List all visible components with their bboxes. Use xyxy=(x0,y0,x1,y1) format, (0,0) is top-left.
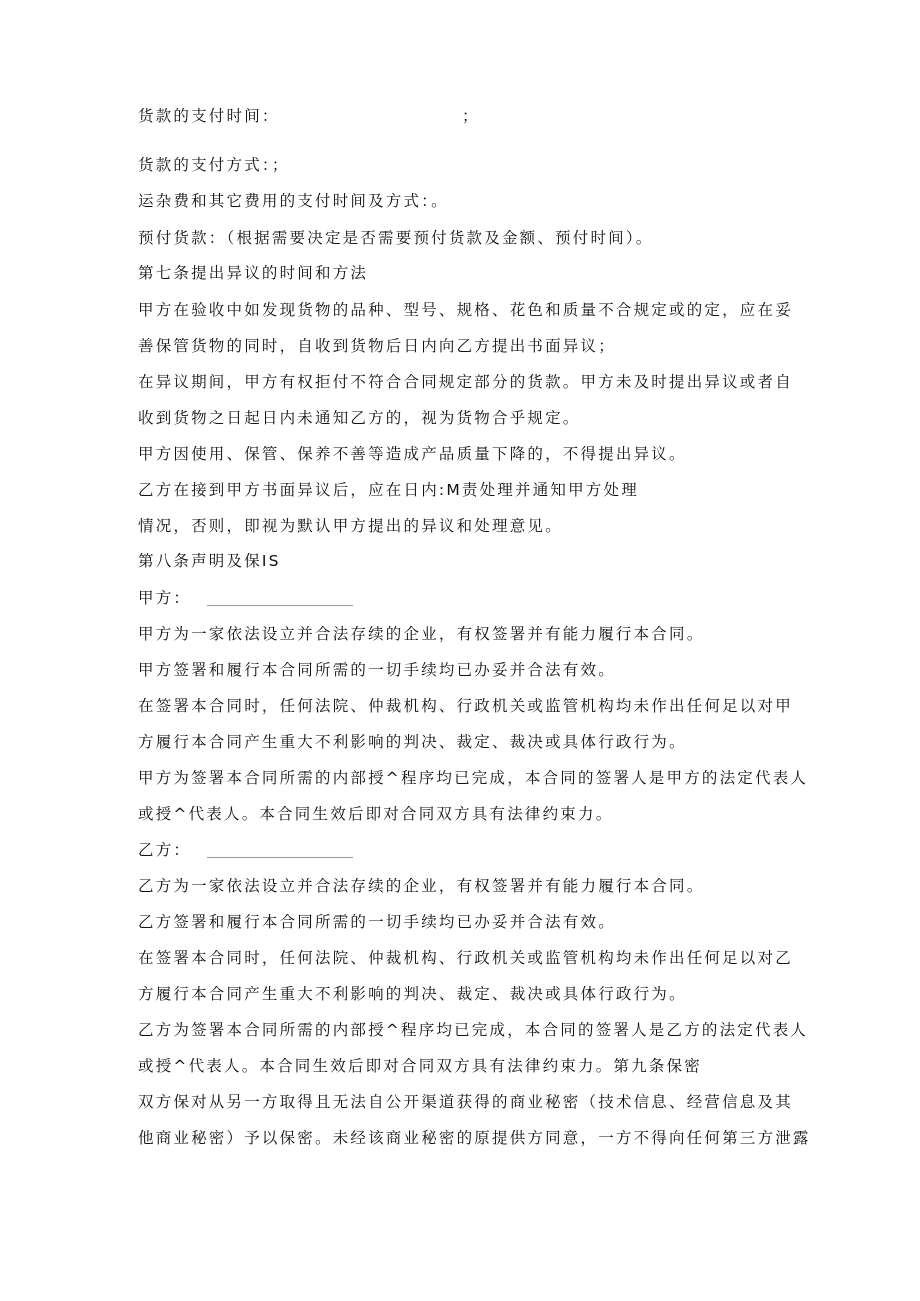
paragraph-line: 在签署本合同时，任何法院、仲裁机构、行政机关或监管机构均未作出任何足以对乙 xyxy=(138,949,793,967)
party-a-label: 甲方： xyxy=(138,589,192,607)
payment-time-line: 货款的支付时间： xyxy=(138,107,280,125)
paragraph-line: 在异议期间，甲方有权拒付不符合合同规定部分的货款。甲方未及时提出异议或者自 xyxy=(138,373,793,391)
paragraph-line: 乙方为一家依法设立并合法存续的企业，有权签署并有能力履行本合同。 xyxy=(138,877,705,895)
payment-time-semicolon: ； xyxy=(462,107,478,125)
paragraph-line: 乙方为签署本合同所需的内部授^程序均已完成，本合同的签署人是乙方的法定代表人 xyxy=(138,1021,809,1039)
paragraph-line: 乙方签署和履行本合同所需的一切手续均已办妥并合法有效。 xyxy=(138,913,616,931)
paragraph-line: 甲方因使用、保管、保养不善等造成产品质量下降的，不得提出异议。 xyxy=(138,445,687,463)
paragraph-line: 甲方为一家依法设立并合法存续的企业，有权签署并有能力履行本合同。 xyxy=(138,625,705,643)
prepayment-line: 预付货款：（根据需要决定是否需要预付货款及金额、预付时间）。 xyxy=(138,229,654,247)
paragraph-line: 甲方签署和履行本合同所需的一切手续均已办妥并合法有效。 xyxy=(138,661,616,679)
party-b-blank xyxy=(207,856,353,858)
article-8-heading: 第八条声明及保IS xyxy=(138,552,281,570)
paragraph-line: 甲方在验收中如发现货物的品种、型号、规格、花色和质量不合规定或的定，应在妥 xyxy=(138,301,793,319)
paragraph-line: 收到货物之日起日内未通知乙方的，视为货物合乎规定。 xyxy=(138,409,581,427)
party-a-label-line xyxy=(138,588,353,608)
party-b-label: 乙方： xyxy=(138,841,192,859)
paragraph-line: 在签署本合同时，任何法院、仲裁机构、行政机关或监管机构均未作出任何足以对甲 xyxy=(138,697,793,715)
paragraph-line: 乙方在接到甲方书面异议后，应在日内:M责处理并通知甲方处理 xyxy=(138,481,639,499)
paragraph-line: 双方保对从另一方取得且无法自公开渠道获得的商业秘密（技术信息、经营信息及其 xyxy=(138,1093,793,1111)
paragraph-line: 或授^代表人。本合同生效后即对合同双方具有法律约束力。第九条保密 xyxy=(138,1057,702,1075)
party-b-label-line xyxy=(138,840,353,860)
paragraph-line: 他商业秘密）予以保密。未经该商业秘密的原提供方同意，一方不得向任何第三方泄露 xyxy=(138,1129,811,1147)
paragraph-line: 方履行本合同产生重大不利影响的判决、裁定、裁决或具体行政行为。 xyxy=(138,985,687,1003)
paragraph-line: 甲方为签署本合同所需的内部授^程序均已完成，本合同的签署人是甲方的法定代表人 xyxy=(138,769,809,787)
paragraph-line: 或授^代表人。本合同生效后即对合同双方具有法律约束力。 xyxy=(138,805,614,823)
party-a-blank xyxy=(207,604,353,606)
paragraph-line: 方履行本合同产生重大不利影响的判决、裁定、裁决或具体行政行为。 xyxy=(138,733,687,751)
freight-payment-line: 运杂费和其它费用的支付时间及方式：。 xyxy=(138,192,449,210)
payment-method-line: 货款的支付方式：； xyxy=(138,156,290,174)
paragraph-line: 情况，否则，即视为默认甲方提出的异议和处理意见。 xyxy=(138,517,563,535)
article-7-heading: 第七条提出异议的时间和方法 xyxy=(138,264,369,282)
paragraph-line: 善保管货物的同时，自收到货物后日内向乙方提出书面异议； xyxy=(138,337,616,355)
